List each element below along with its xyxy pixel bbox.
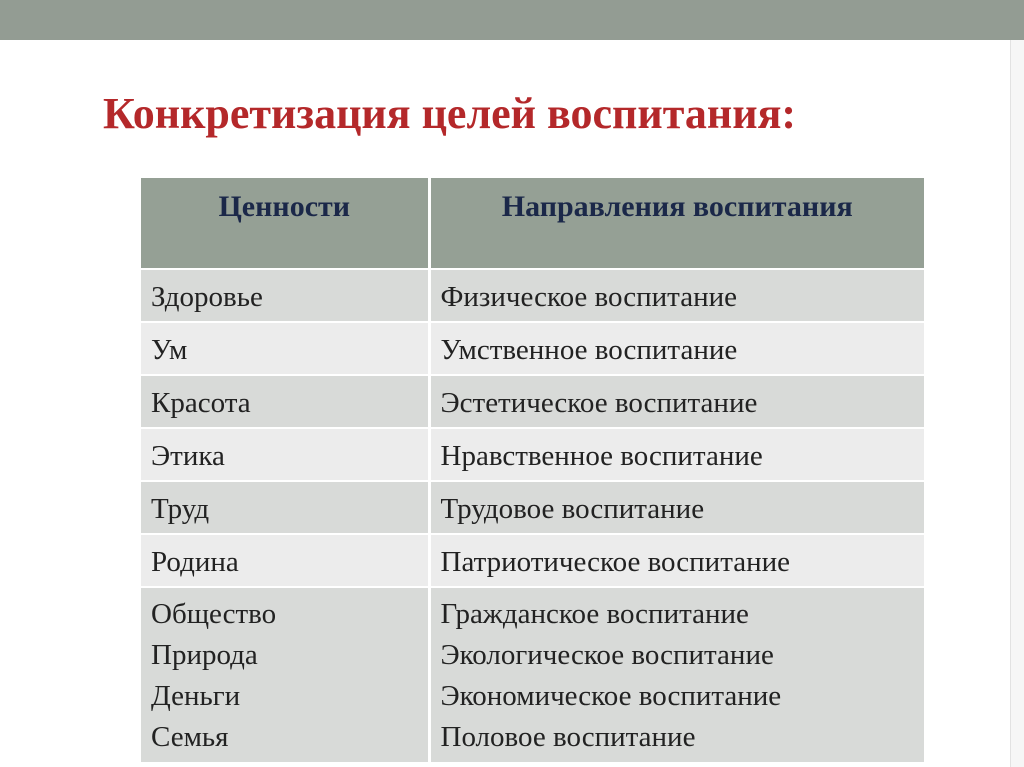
direction-line: Экономическое воспитание [440, 680, 782, 712]
value-cell: Ум [141, 322, 429, 375]
side-border [1010, 40, 1024, 767]
direction-line: Гражданское воспитание [440, 598, 749, 630]
direction-cell: Трудовое воспитание [429, 481, 924, 534]
header-directions: Направления воспитания [429, 178, 924, 269]
value-cell: Этика [141, 428, 429, 481]
direction-cell [429, 587, 924, 762]
table-row [141, 269, 924, 322]
direction-cell: Нравственное воспитание [429, 428, 924, 481]
value-cell: Родина [141, 534, 429, 587]
top-bar [0, 0, 1024, 40]
value-line: Общество [151, 598, 277, 630]
direction-cell: Эстетическое воспитание [429, 375, 924, 428]
direction-line: Экологическое воспитание [440, 639, 774, 671]
table-row [141, 428, 924, 481]
direction-cell: Умственное воспитание [429, 322, 924, 375]
direction-cell: Патриотическое воспитание [429, 534, 924, 587]
values-table [141, 178, 924, 762]
table-row [141, 587, 924, 762]
table-header-row [141, 178, 924, 269]
value-cell [141, 587, 429, 762]
direction-line: Половое воспитание [440, 721, 696, 753]
table-row [141, 481, 924, 534]
table-row [141, 322, 924, 375]
header-values: Ценности [141, 178, 429, 269]
direction-cell: Физическое воспитание [429, 269, 924, 322]
value-cell: Красота [141, 375, 429, 428]
slide-title: Конкретизация целей воспитания: [103, 89, 797, 138]
table-row [141, 375, 924, 428]
table-row [141, 534, 924, 587]
value-line: Семья [151, 721, 229, 753]
value-cell: Труд [141, 481, 429, 534]
value-line: Деньги [151, 680, 241, 712]
value-line: Природа [151, 639, 258, 671]
value-cell: Здоровье [141, 269, 429, 322]
